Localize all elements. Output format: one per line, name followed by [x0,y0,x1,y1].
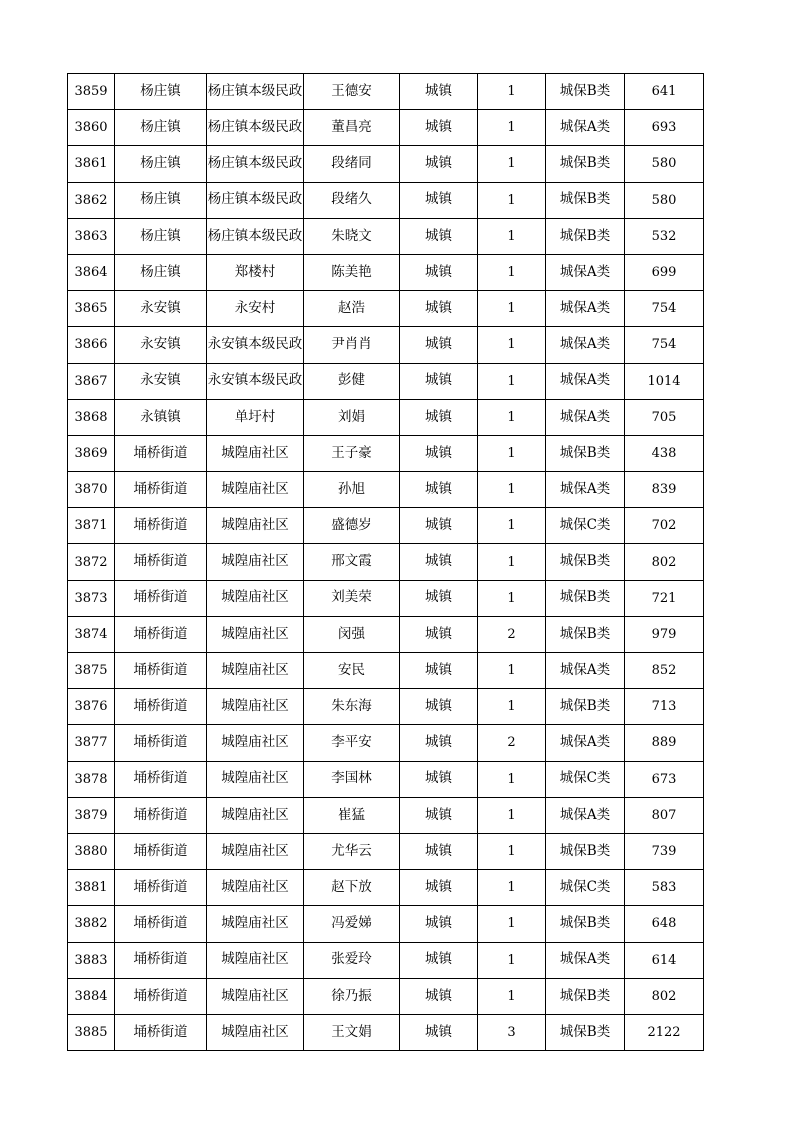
town-cell: 埇桥街道 [115,870,207,906]
town-cell: 埇桥街道 [115,616,207,652]
person-count-cell: 1 [478,74,546,110]
amount-cell: 648 [625,906,704,942]
row-number-cell: 3866 [68,327,115,363]
household-type-cell: 城镇 [400,689,478,725]
household-type-cell: 城镇 [400,182,478,218]
town-cell: 埇桥街道 [115,797,207,833]
table-row [68,363,704,399]
town-cell: 埇桥街道 [115,435,207,471]
category-cell: 城保B类 [546,580,625,616]
name-cell: 赵下放 [304,870,400,906]
amount-cell: 532 [625,218,704,254]
row-number-cell: 3883 [68,942,115,978]
village-cell: 城隍庙社区 [207,580,304,616]
name-cell: 尹肖肖 [304,327,400,363]
person-count-cell: 1 [478,327,546,363]
town-cell: 杨庄镇 [115,182,207,218]
village-cell: 杨庄镇本级民政 [207,182,304,218]
table-row [68,580,704,616]
village-cell: 城隍庙社区 [207,435,304,471]
name-cell: 王德安 [304,74,400,110]
village-cell: 城隍庙社区 [207,942,304,978]
person-count-cell: 1 [478,870,546,906]
table-row [68,653,704,689]
village-cell: 杨庄镇本级民政 [207,218,304,254]
row-number-cell: 3884 [68,978,115,1014]
household-type-cell: 城镇 [400,653,478,689]
name-cell: 彭健 [304,363,400,399]
amount-cell: 580 [625,146,704,182]
row-number-cell: 3867 [68,363,115,399]
amount-cell: 889 [625,725,704,761]
table-row [68,327,704,363]
amount-cell: 713 [625,689,704,725]
row-number-cell: 3868 [68,399,115,435]
category-cell: 城保A类 [546,291,625,327]
person-count-cell: 1 [478,435,546,471]
name-cell: 孙旭 [304,472,400,508]
person-count-cell: 2 [478,725,546,761]
village-cell: 单圩村 [207,399,304,435]
name-cell: 段绪同 [304,146,400,182]
person-count-cell: 1 [478,182,546,218]
table-row [68,291,704,327]
amount-cell: 438 [625,435,704,471]
row-number-cell: 3877 [68,725,115,761]
name-cell: 尤华云 [304,833,400,869]
amount-cell: 802 [625,978,704,1014]
category-cell: 城保B类 [546,906,625,942]
household-type-cell: 城镇 [400,363,478,399]
category-cell: 城保A类 [546,942,625,978]
category-cell: 城保C类 [546,761,625,797]
amount-cell: 702 [625,508,704,544]
category-cell: 城保A类 [546,725,625,761]
household-type-cell: 城镇 [400,797,478,833]
table-row [68,435,704,471]
town-cell: 埇桥街道 [115,508,207,544]
amount-cell: 693 [625,110,704,146]
person-count-cell: 1 [478,942,546,978]
table-row [68,616,704,652]
table-row [68,870,704,906]
town-cell: 杨庄镇 [115,74,207,110]
household-type-cell: 城镇 [400,616,478,652]
amount-cell: 754 [625,327,704,363]
name-cell: 张爱玲 [304,942,400,978]
village-cell: 城隍庙社区 [207,653,304,689]
name-cell: 董昌亮 [304,110,400,146]
household-type-cell: 城镇 [400,254,478,290]
table-row [68,797,704,833]
village-cell: 城隍庙社区 [207,616,304,652]
household-type-cell: 城镇 [400,399,478,435]
category-cell: 城保A类 [546,472,625,508]
table-row [68,218,704,254]
category-cell: 城保C类 [546,870,625,906]
household-type-cell: 城镇 [400,291,478,327]
table-row [68,146,704,182]
town-cell: 埇桥街道 [115,833,207,869]
name-cell: 崔猛 [304,797,400,833]
row-number-cell: 3881 [68,870,115,906]
category-cell: 城保B类 [546,1014,625,1050]
table-row [68,761,704,797]
household-type-cell: 城镇 [400,435,478,471]
person-count-cell: 1 [478,254,546,290]
town-cell: 杨庄镇 [115,146,207,182]
household-type-cell: 城镇 [400,833,478,869]
household-type-cell: 城镇 [400,544,478,580]
village-cell: 城隍庙社区 [207,906,304,942]
table-row [68,544,704,580]
category-cell: 城保B类 [546,182,625,218]
row-number-cell: 3865 [68,291,115,327]
row-number-cell: 3873 [68,580,115,616]
town-cell: 埇桥街道 [115,1014,207,1050]
amount-cell: 852 [625,653,704,689]
amount-cell: 705 [625,399,704,435]
row-number-cell: 3871 [68,508,115,544]
row-number-cell: 3876 [68,689,115,725]
town-cell: 永安镇 [115,327,207,363]
amount-cell: 754 [625,291,704,327]
category-cell: 城保B类 [546,978,625,1014]
name-cell: 安民 [304,653,400,689]
row-number-cell: 3869 [68,435,115,471]
household-type-cell: 城镇 [400,327,478,363]
category-cell: 城保B类 [546,218,625,254]
category-cell: 城保A类 [546,653,625,689]
person-count-cell: 2 [478,616,546,652]
row-number-cell: 3882 [68,906,115,942]
household-type-cell: 城镇 [400,218,478,254]
town-cell: 埇桥街道 [115,544,207,580]
town-cell: 埇桥街道 [115,472,207,508]
household-type-cell: 城镇 [400,870,478,906]
person-count-cell: 3 [478,1014,546,1050]
amount-cell: 839 [625,472,704,508]
village-cell: 城隍庙社区 [207,761,304,797]
category-cell: 城保A类 [546,797,625,833]
category-cell: 城保A类 [546,254,625,290]
table-row [68,399,704,435]
row-number-cell: 3880 [68,833,115,869]
village-cell: 城隍庙社区 [207,870,304,906]
name-cell: 朱晓文 [304,218,400,254]
category-cell: 城保C类 [546,508,625,544]
person-count-cell: 1 [478,761,546,797]
name-cell: 王文娟 [304,1014,400,1050]
row-number-cell: 3875 [68,653,115,689]
amount-cell: 580 [625,182,704,218]
household-type-cell: 城镇 [400,942,478,978]
person-count-cell: 1 [478,110,546,146]
person-count-cell: 1 [478,291,546,327]
row-number-cell: 3885 [68,1014,115,1050]
name-cell: 刘美荣 [304,580,400,616]
table-body [68,74,704,1051]
category-cell: 城保B类 [546,689,625,725]
name-cell: 盛德岁 [304,508,400,544]
person-count-cell: 1 [478,653,546,689]
category-cell: 城保A类 [546,110,625,146]
amount-cell: 1014 [625,363,704,399]
row-number-cell: 3860 [68,110,115,146]
village-cell: 城隍庙社区 [207,978,304,1014]
amount-cell: 699 [625,254,704,290]
person-count-cell: 1 [478,146,546,182]
name-cell: 徐乃振 [304,978,400,1014]
table-row [68,110,704,146]
village-cell: 永安镇本级民政 [207,363,304,399]
row-number-cell: 3859 [68,74,115,110]
household-type-cell: 城镇 [400,74,478,110]
row-number-cell: 3863 [68,218,115,254]
category-cell: 城保B类 [546,146,625,182]
row-number-cell: 3872 [68,544,115,580]
amount-cell: 802 [625,544,704,580]
row-number-cell: 3864 [68,254,115,290]
amount-cell: 807 [625,797,704,833]
household-type-cell: 城镇 [400,146,478,182]
table-row [68,725,704,761]
household-type-cell: 城镇 [400,978,478,1014]
household-type-cell: 城镇 [400,472,478,508]
village-cell: 永安村 [207,291,304,327]
person-count-cell: 1 [478,472,546,508]
person-count-cell: 1 [478,689,546,725]
row-number-cell: 3874 [68,616,115,652]
village-cell: 杨庄镇本级民政 [207,110,304,146]
person-count-cell: 1 [478,833,546,869]
table-row [68,1014,704,1050]
table-row [68,942,704,978]
category-cell: 城保A类 [546,363,625,399]
name-cell: 闵强 [304,616,400,652]
name-cell: 段绪久 [304,182,400,218]
town-cell: 埇桥街道 [115,906,207,942]
household-type-cell: 城镇 [400,580,478,616]
household-type-cell: 城镇 [400,761,478,797]
row-number-cell: 3879 [68,797,115,833]
category-cell: 城保A类 [546,327,625,363]
person-count-cell: 1 [478,906,546,942]
town-cell: 埇桥街道 [115,653,207,689]
village-cell: 城隍庙社区 [207,689,304,725]
name-cell: 朱东海 [304,689,400,725]
row-number-cell: 3878 [68,761,115,797]
name-cell: 邢文霞 [304,544,400,580]
household-type-cell: 城镇 [400,1014,478,1050]
town-cell: 杨庄镇 [115,110,207,146]
table-row [68,74,704,110]
village-cell: 城隍庙社区 [207,508,304,544]
table-row [68,254,704,290]
person-count-cell: 1 [478,399,546,435]
village-cell: 城隍庙社区 [207,544,304,580]
name-cell: 刘娟 [304,399,400,435]
town-cell: 永镇镇 [115,399,207,435]
name-cell: 冯爱娣 [304,906,400,942]
table-row [68,978,704,1014]
town-cell: 埇桥街道 [115,580,207,616]
person-count-cell: 1 [478,580,546,616]
person-count-cell: 1 [478,218,546,254]
village-cell: 杨庄镇本级民政 [207,74,304,110]
village-cell: 城隍庙社区 [207,833,304,869]
town-cell: 杨庄镇 [115,218,207,254]
town-cell: 杨庄镇 [115,254,207,290]
person-count-cell: 1 [478,363,546,399]
name-cell: 赵浩 [304,291,400,327]
village-cell: 郑楼村 [207,254,304,290]
category-cell: 城保A类 [546,399,625,435]
town-cell: 埇桥街道 [115,978,207,1014]
household-type-cell: 城镇 [400,906,478,942]
category-cell: 城保B类 [546,544,625,580]
village-cell: 杨庄镇本级民政 [207,146,304,182]
village-cell: 城隍庙社区 [207,1014,304,1050]
village-cell: 城隍庙社区 [207,797,304,833]
town-cell: 埇桥街道 [115,942,207,978]
table-row [68,508,704,544]
village-cell: 城隍庙社区 [207,725,304,761]
table-row [68,472,704,508]
category-cell: 城保B类 [546,833,625,869]
amount-cell: 614 [625,942,704,978]
person-count-cell: 1 [478,544,546,580]
town-cell: 埇桥街道 [115,689,207,725]
amount-cell: 2122 [625,1014,704,1050]
row-number-cell: 3861 [68,146,115,182]
name-cell: 陈美艳 [304,254,400,290]
table-row [68,182,704,218]
village-cell: 永安镇本级民政 [207,327,304,363]
household-type-cell: 城镇 [400,725,478,761]
person-count-cell: 1 [478,797,546,833]
household-type-cell: 城镇 [400,508,478,544]
amount-cell: 641 [625,74,704,110]
amount-cell: 673 [625,761,704,797]
household-type-cell: 城镇 [400,110,478,146]
village-cell: 城隍庙社区 [207,472,304,508]
amount-cell: 979 [625,616,704,652]
row-number-cell: 3862 [68,182,115,218]
table-row [68,833,704,869]
town-cell: 永安镇 [115,363,207,399]
row-number-cell: 3870 [68,472,115,508]
category-cell: 城保B类 [546,74,625,110]
name-cell: 王子豪 [304,435,400,471]
amount-cell: 583 [625,870,704,906]
town-cell: 埇桥街道 [115,761,207,797]
data-table [67,73,704,1051]
category-cell: 城保B类 [546,616,625,652]
table-row [68,689,704,725]
person-count-cell: 1 [478,978,546,1014]
amount-cell: 739 [625,833,704,869]
amount-cell: 721 [625,580,704,616]
person-count-cell: 1 [478,508,546,544]
name-cell: 李平安 [304,725,400,761]
town-cell: 埇桥街道 [115,725,207,761]
table-row [68,906,704,942]
town-cell: 永安镇 [115,291,207,327]
name-cell: 李国林 [304,761,400,797]
category-cell: 城保B类 [546,435,625,471]
